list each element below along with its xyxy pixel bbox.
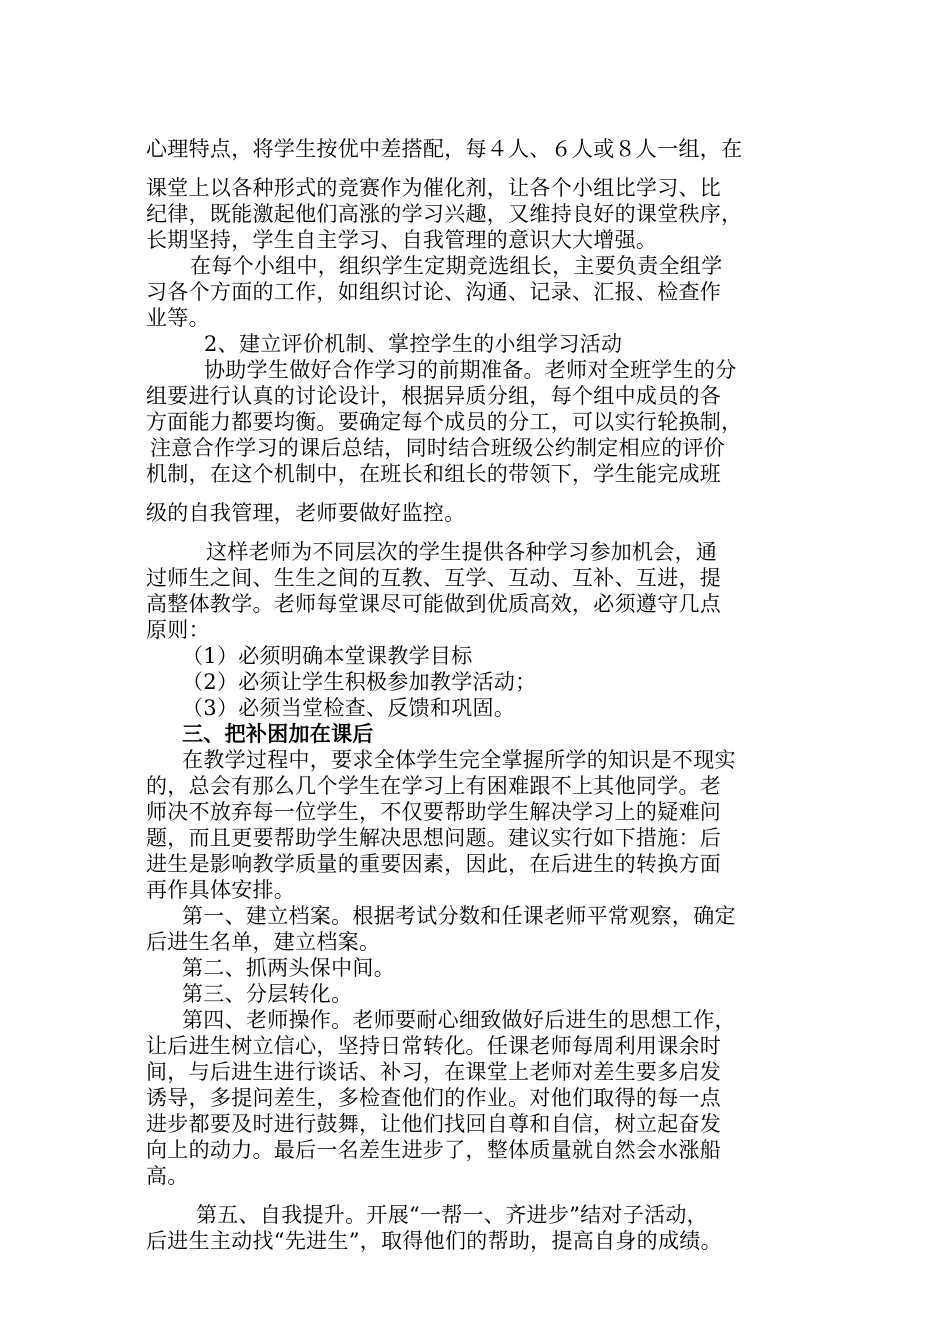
text-line: 方面能力都要均衡。要确定每个成员的分工，可以实行轮换制， (146, 410, 743, 434)
text-line: 习各个方面的工作，如组织讨论、沟通、记录、汇报、检查作 (146, 280, 722, 304)
text-line: 后进生主动找“先进生”，取得他们的帮助，提高自身的成绩。 (146, 1229, 722, 1253)
text-line: 第二、抓两头保中间。 (182, 956, 395, 980)
text-line: 长期坚持，学生自主学习、自我管理的意识大大增强。 (146, 228, 658, 252)
text-line: 的，总会有那么几个学生在学习上有困难跟不上其他同学。老 (146, 774, 722, 798)
text-line: 让后进生树立信心，坚持日常转化。任课老师每周利用课余时 (146, 1034, 722, 1058)
list-item: （2）必须让学生积极参加教学活动； (182, 670, 537, 694)
text-line: 协助学生做好合作学习的前期准备。老师对全班学生的分 (204, 358, 737, 382)
text-line: 高。 (146, 1164, 189, 1188)
text-line: 在每个小组中，组织学生定期竞选组长，主要负责全组学 (190, 254, 723, 278)
text-line: 第四、老师操作。老师要耐心细致做好后进生的思想工作， (182, 1008, 736, 1032)
text-line: 注意合作学习的课后总结，同时结合班级公约制定相应的评价 (150, 436, 726, 460)
text-line: 课堂上以各种形式的竞赛作为催化剂，让各个小组比学习、比 (146, 176, 722, 200)
text-line: 级的自我管理，老师要做好监控。 (146, 501, 466, 525)
list-item: （1）必须明确本堂课教学目标 (182, 644, 473, 668)
text-line: 进生是影响教学质量的重要因素，因此，在后进生的转换方面 (146, 852, 722, 876)
text-line: 再作具体安排。 (146, 878, 296, 902)
text-line: 向上的动力。最后一名差生进步了，整体质量就自然会水涨船 (146, 1138, 722, 1162)
subheading: 2、建立评价机制、掌控学生的小组学习活动 (204, 332, 623, 356)
text-line: 第三、分层转化。 (182, 982, 353, 1006)
text-line: 师决不放弃每一位学生，不仅要帮助学生解决学习上的疑难问 (146, 800, 722, 824)
text-line: 诱导，多提问差生，多检查他们的作业。对他们取得的每一点 (146, 1086, 722, 1110)
text-line: 第一、建立档案。根据考试分数和任课老师平常观察，确定 (182, 904, 736, 928)
text-line: 纪律，既能激起他们高涨的学习兴趣，又维持良好的课堂秩序， (146, 202, 743, 226)
text-line: 进步都要及时进行鼓舞，让他们找回自尊和自信，树立起奋发 (146, 1112, 722, 1136)
text-line: 过师生之间、生生之间的互教、互学、互动、互补、互进，提 (146, 566, 722, 590)
text-line: 第五、自我提升。开展“一帮一、齐进步”结对子活动， (196, 1203, 708, 1227)
list-item: （3）必须当堂检查、反馈和巩固。 (182, 696, 516, 720)
text-line: 机制，在这个机制中，在班长和组长的带领下，学生能完成班 (146, 462, 722, 486)
text-line: 题，而且更要帮助学生解决思想问题。建议实行如下措施：后 (146, 826, 722, 850)
text-line: 高整体教学。老师每堂课尽可能做到优质高效，必须遵守几点 (146, 592, 722, 616)
text-line: 在教学过程中，要求全体学生完全掌握所学的知识是不现实 (182, 748, 736, 772)
text-line: 间，与后进生进行谈话、补习，在课堂上老师对差生要多启发 (146, 1060, 722, 1084)
text-line: 心理特点，将学生按优中差搭配，每４人、６人或８人一组，在 (146, 137, 743, 161)
text-line: 后进生名单，建立档案。 (146, 930, 381, 954)
text-line: 业等。 (146, 306, 210, 330)
text-line: 这样老师为不同层次的学生提供各种学习参加机会，通 (206, 540, 718, 564)
section-heading: 三、把补困加在课后 (182, 721, 374, 746)
text-line: 原则： (146, 618, 210, 642)
text-line: 组要进行认真的讨论设计，根据异质分组，每个组中成员的各 (146, 384, 722, 408)
